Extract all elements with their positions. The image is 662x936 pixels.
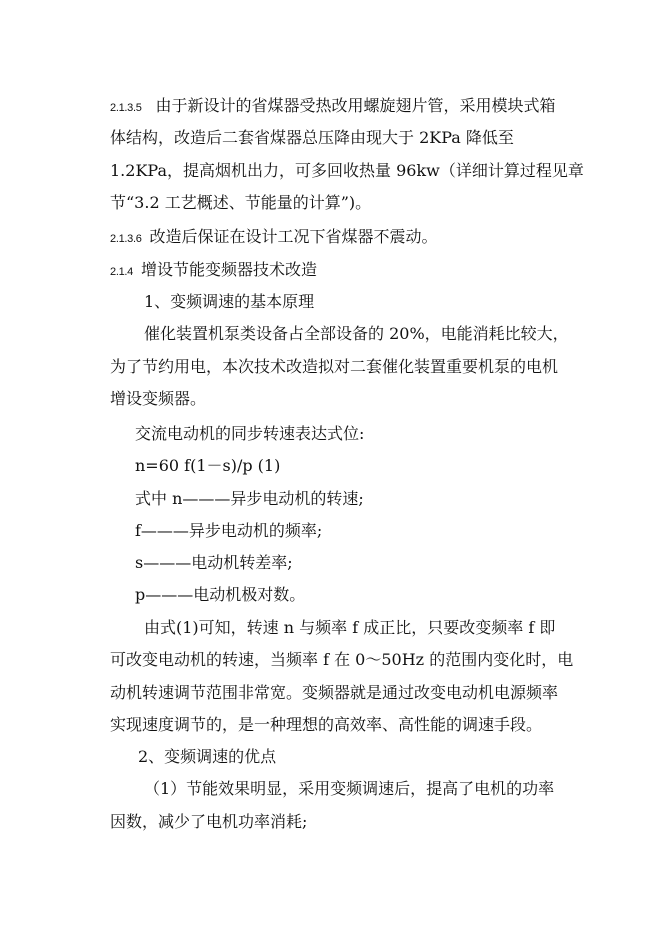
subheading-advantages: 2、变频调速的优点	[138, 747, 277, 766]
paragraph-3-line4: 实现速度调节的，是一种理想的高效率、高性能的调速手段。	[110, 715, 543, 734]
definition-s: s———电动机转差率;	[135, 553, 293, 572]
section-number: 2.1.3.5	[110, 102, 142, 114]
section-number: 2.1.4	[110, 266, 133, 278]
section-2135-line1	[110, 96, 590, 118]
section-2135-line4: 节“3.2 工艺概述、节能量的计算”)。	[110, 193, 372, 212]
definition-f: f———异步电动机的频率;	[135, 521, 323, 540]
paragraph-1-line1: 催化装置机泵类设备占全部设备的 20%，电能消耗比较大，	[144, 324, 569, 343]
heading-text: 增设节能变频器技术改造	[140, 260, 317, 279]
paragraph-3-line3: 动机转速调节范围非常宽。变频器就是通过改变电动机电源频率	[110, 683, 559, 702]
paragraph-4-line1: （1）节能效果明显，采用变频调速后，提高了电机的功率	[144, 779, 555, 798]
section-2136	[110, 227, 590, 249]
formula: n=60 f(1－s)/p (1)	[135, 456, 281, 475]
paragraph-2: 交流电动机的同步转速表达式位:	[135, 424, 365, 443]
definition-p: p———电动机极对数。	[135, 585, 306, 604]
paragraph-1-line2: 为了节约用电，本次技术改造拟对二套催化装置重要机泵的电机	[110, 357, 559, 376]
section-214-heading	[110, 260, 590, 282]
section-number: 2.1.3.6	[110, 233, 142, 245]
definition-n: 式中 n———异步电动机的转速;	[135, 489, 364, 508]
paragraph-3-line1: 由式(1)可知，转速 n 与频率 f 成正比，只要改变频率 f 即	[144, 618, 556, 637]
paragraph-text: 由于新设计的省煤器受热改用螺旋翅片管，采用模块式箱	[155, 96, 556, 115]
subheading-principle: 1、变频调速的基本原理	[144, 292, 315, 311]
paragraph-4-line2: 因数，减少了电机功率消耗;	[110, 812, 308, 831]
paragraph-text: 改造后保证在设计工况下省煤器不震动。	[149, 227, 438, 246]
section-2135-line3: 1.2KPa，提高烟机出力，可多回收热量 96kw（详细计算过程见章	[110, 161, 584, 180]
paragraph-3-line2: 可改变电动机的转速，当频率 f 在 0～50Hz 的范围内变化时，电	[110, 650, 574, 669]
section-2135-line2: 体结构，改造后二套省煤器总压降由现大于 2KPa 降低至	[110, 128, 514, 147]
paragraph-1-line3: 增设变频器。	[110, 389, 207, 408]
